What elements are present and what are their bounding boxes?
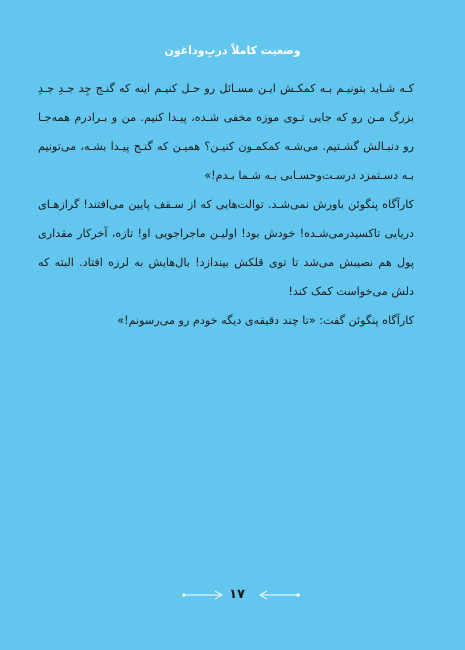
page-number: ۱۷ xyxy=(229,587,245,602)
paragraph: کارآگاه پنگوئن باورش نمی‌شـد. توالت‌هایی که از سـقف پایین می‌افتند! گرازهـای دریایی تاکسیدرمی‌شـده! خودش بود! اولیـن ماجراجویی او! تازه، آخرکار مقداری پول هم نصیبش می‌شد تا توی قلکش بیندازد! بال‌هایش به لرزه افتاد. البته که دلش می‌خواست کمک کند! xyxy=(38,198,414,298)
paragraph: کـه شـاید بتونیـم بـه کمکـش ایـن مسـائل رو حـل کنیـم اینه که گنـج جِد جـدِ جـدِ بزرگ مـن رو که جایی تـوی موزه مخفی شـده، پیـدا کنیم. من و بـرادرم همه‌جـا رو دنبـالش گشـتیم. می‌شـه کمکمـون کنیـن؟ همیـن که گنـج پیـدا بشـه، می‌تونیم بـه دسـتمزد درسـت‌وحسـابی بـه شـما بـدم!» xyxy=(38,82,414,182)
page-footer xyxy=(0,587,465,605)
arrow-ornament-icon xyxy=(256,587,302,603)
paragraph: کارآگاه پنگوئن گفت: «تا چند دقیقه‌ی دیگه خودم رو می‌رسونم!» xyxy=(117,314,414,327)
arrow-ornament-icon xyxy=(180,587,226,603)
body-text xyxy=(38,74,414,335)
chapter-title: وضعیت کاملاً دربِ‌وداغون xyxy=(164,44,301,57)
